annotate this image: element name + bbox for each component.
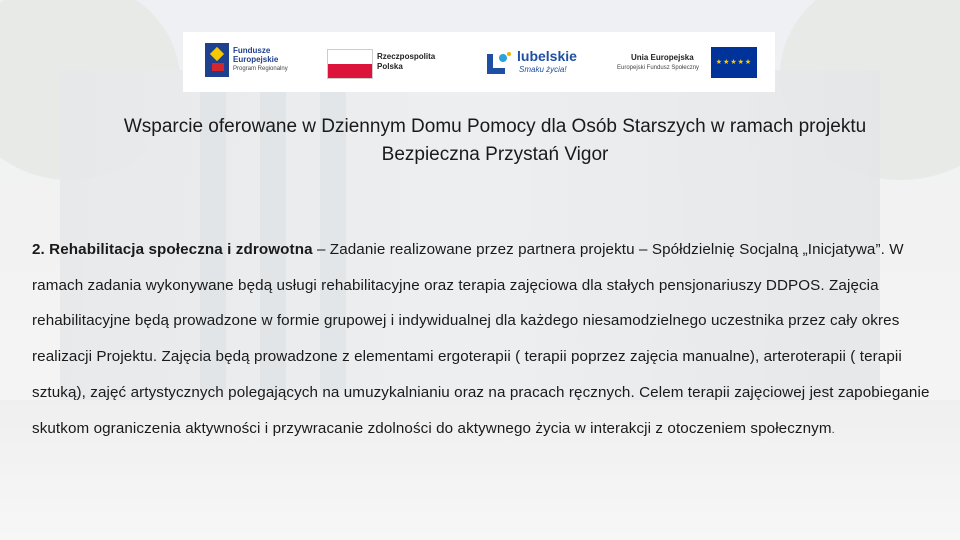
body-paragraph (32, 232, 937, 448)
paragraph-end: . (831, 423, 835, 436)
title-line-2: Bezpieczna Przystań Vigor (381, 144, 609, 165)
lubelskie-name: lubelskie (517, 48, 577, 64)
fe-logo-line3: Program Regionalny (233, 66, 288, 72)
fe-logo-line1: Fundusze (233, 46, 271, 55)
page-title (40, 113, 950, 169)
unia-europejska-logo (183, 32, 775, 92)
rp-logo-line1: Rzeczpospolita (377, 52, 436, 61)
fe-logo-line2: Europejskie (233, 55, 279, 64)
eu-flag-icon: ★★★★★ (711, 47, 757, 78)
section-heading: 2. Rehabilitacja społeczna i zdrowotna (32, 241, 313, 258)
logo-bar (183, 32, 775, 92)
ue-logo-line1: Unia Europejska (631, 53, 694, 62)
rp-logo-line2: Polska (377, 62, 403, 71)
ue-logo-line2: Europejski Fundusz Społeczny (617, 65, 700, 71)
paragraph-text: – Zadanie realizowane przez partnera projektu – Spółdzielnię Socjalną „Inicjatywa”. W ramach zadania wykonywane będą usługi rehabilitacyjne oraz terapia zajęciowa dla stałych pensjonariuszy DDPOS. Zajęcia rehabilitacyjne będą prowadzone w formie grupowej i indywidualnej dla każdego niesamodzielnego uczestnika przez cały okres realizacji Projektu. Zajęcia będą prowadzone z elementami ergoterapii ( terapii poprzez zajęcia manualne), arteroterapii ( terapii sztuką), zajęć artystycznych polegających na umuzykalnianiu oraz na pracach ręcznych. Celem terapii zajęciowej jest zapobieganie skutkom ograniczenia aktywności i przywracanie zdolności do aktywnego życia w interakcji z otoczeniem społecznym (32, 241, 930, 437)
lubelskie-slogan: Smaku życia! (519, 65, 567, 74)
title-line-1: Wsparcie oferowane w Dziennym Domu Pomocy dla Osób Starszych w ramach projektu (123, 116, 867, 137)
